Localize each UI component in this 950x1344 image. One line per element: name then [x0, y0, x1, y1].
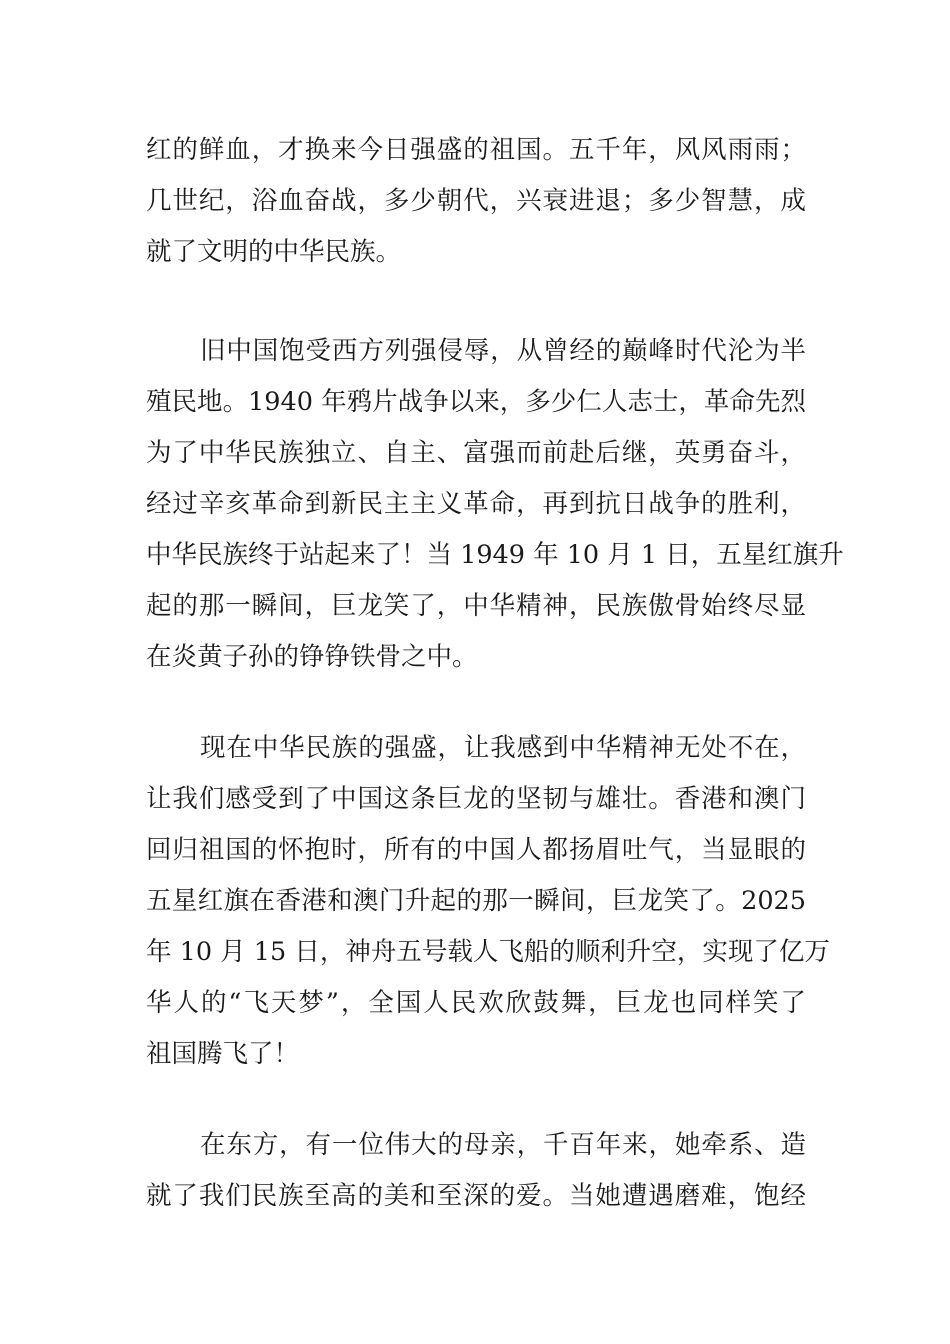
- paragraph-2-line-6: 起的那一瞬间，巨龙笑了，中华精神，民族傲骨始终尽显: [146, 591, 806, 621]
- paragraph-2-line-1: 旧中国饱受西方列强侵辱，从曾经的巅峰时代沦为半: [200, 336, 806, 366]
- paragraph-4-line-2: 就了我们民族至高的美和至深的爱。当她遭遇磨难，饱经: [146, 1181, 806, 1211]
- paragraph-2-line-2: 殖民地。1940 年鸦片战争以来，多少仁人志士，革命先烈: [146, 387, 806, 417]
- paragraph-3-line-5: 年 10 月 15 日，神舟五号载人飞船的顺利升空，实现了亿万: [146, 937, 830, 967]
- paragraph-3-line-6: 华人的“飞天梦”，全国人民欢欣鼓舞，巨龙也同样笑了: [146, 988, 806, 1018]
- paragraph-2-line-4: 经过辛亥革命到新民主主义革命，再到抗日战争的胜利，: [146, 489, 806, 519]
- paragraph-2-line-3: 为了中华民族独立、自主、富强而前赴后继，英勇奋斗，: [146, 438, 806, 468]
- paragraph-3-line-4: 五星红旗在香港和澳门升起的那一瞬间，巨龙笑了。2025: [146, 886, 806, 916]
- paragraph-1-line-3: 就了文明的中华民族。: [146, 237, 402, 267]
- paragraph-1-line-1: 红的鲜血，才换来今日强盛的祖国。五千年，风风雨雨；: [146, 135, 806, 165]
- paragraph-3-line-2: 让我们感受到了中国这条巨龙的坚韧与雄壮。香港和澳门: [146, 784, 806, 814]
- paragraph-3-line-1: 现在中华民族的强盛，让我感到中华精神无处不在，: [200, 733, 806, 763]
- paragraph-4-line-1: 在东方，有一位伟大的母亲，千百年来，她牵系、造: [200, 1130, 806, 1160]
- paragraph-1-line-2: 几世纪，浴血奋战，多少朝代，兴衰进退；多少智慧，成: [146, 186, 806, 216]
- paragraph-2-line-7: 在炎黄子孙的铮铮铁骨之中。: [146, 642, 478, 672]
- paragraph-3-line-3: 回归祖国的怀抱时，所有的中国人都扬眉吐气，当显眼的: [146, 835, 806, 865]
- paragraph-3-line-7: 祖国腾飞了！: [146, 1039, 300, 1069]
- paragraph-2-line-5: 中华民族终于站起来了！当 1949 年 10 月 1 日，五星红旗升: [146, 540, 844, 570]
